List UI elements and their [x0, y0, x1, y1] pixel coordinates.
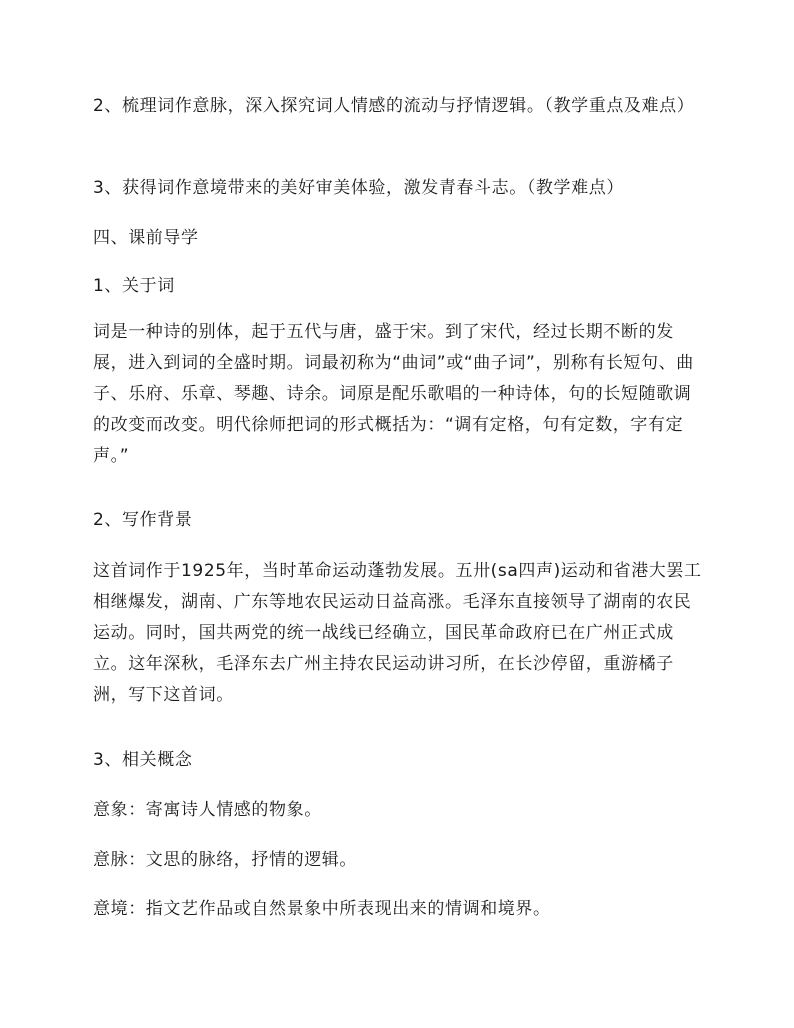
subsection-title-concepts: 3、相关概念 — [93, 750, 193, 770]
subsection-title-background: 2、写作背景 — [93, 510, 193, 530]
section-title: 四、课前导学 — [93, 228, 199, 248]
paragraph-background: 这首词作于1925年，当时革命运动蓬勃发展。五卅(sa四声)运动和省港大罢工相继爆发，湖南、广东等地农民运动日益高涨。毛泽东直接领导了湖南的农民运动。同时，国共两党的统一战线已经确立，国民革命政府已在广州正式成立。这年深秋，毛泽东去广州主持农民运动讲习所，在长沙停留，重游橘子洲，写下这首词。 — [93, 561, 702, 705]
teaching-goal-2: 2、梳理词作意脉，深入探究词人情感的流动与抒情逻辑。（教学重点及难点） — [93, 96, 695, 116]
teaching-goal-3: 3、获得词作意境带来的美好审美体验，激发青春斗志。（教学难点） — [93, 178, 624, 198]
paragraph-about-ci: 词是一种诗的别体，起于五代与唐，盛于宋。到了宋代，经过长期不断的发展，进入到词的全盛时期。词最初称为“曲词”或“曲子词”，别称有长短句、曲子、乐府、乐章、琴趣、诗余。词原是配乐歌唱的一种诗体，句的长短随歌调的改变而改变。明代徐师把词的形式概括为：“调有定格，句有定数，字有定声。” — [93, 322, 694, 466]
concept-realm: 意境：指文艺作品或自然景象中所表现出来的情调和境界。 — [93, 899, 551, 919]
concept-vein: 意脉：文思的脉络，抒情的逻辑。 — [93, 850, 357, 870]
subsection-title-about-ci: 1、关于词 — [93, 276, 175, 296]
concept-imagery: 意象：寄寓诗人情感的物象。 — [93, 800, 322, 820]
